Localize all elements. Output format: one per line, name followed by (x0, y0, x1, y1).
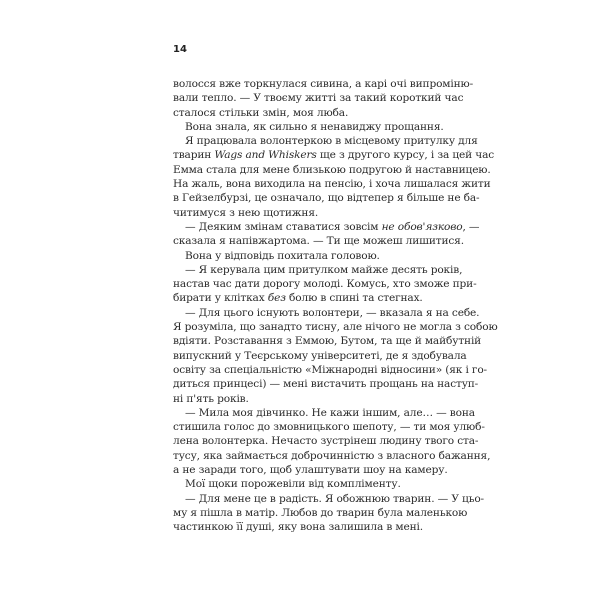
text-line (173, 291, 447, 305)
text-line: Я працювала волонтеркою в місцевому притулку для (185, 135, 478, 148)
text-line: Вона знала, як сильно я ненавиджу прощання. (185, 120, 444, 133)
text-line: частинкою її душі, яку вона залишила в мені. (173, 521, 423, 534)
text-line: — Для цього існують волонтери, — вказала я на себе. (185, 306, 480, 319)
text-line: тусу, яка займається доброчинністю з власного бажання, (173, 449, 491, 462)
italic-emphasis: Wags and Whiskers (214, 149, 317, 162)
text-line: настав час дати дорогу молоді. Комусь, хто зможе при- (173, 278, 477, 291)
text-line: волосся вже торкнулася сивина, а карі очі випроміню- (173, 78, 474, 90)
text-line: Вона у відповідь похитала головою. (185, 249, 380, 262)
text-line: ні п'ять років. (173, 392, 249, 405)
body-text (173, 77, 498, 535)
text-segment: болю в спині та стегнах. (285, 292, 423, 305)
text-line: — Мила моя дівчинко. Не кажи іншим, але… — вона (185, 406, 475, 419)
italic-emphasis: без (267, 292, 286, 305)
text-line: сказала я напівжартома. — Ти ще можеш лишитися. (173, 235, 464, 248)
text-line: а не заради того, щоб улаштувати шоу на камеру. (173, 464, 448, 477)
text-line: Я розуміла, що занадто тисну, але нічого не могла з собою (173, 321, 498, 334)
text-line: лена волонтерка. Нечасто зустрінеш людину твого ста- (173, 435, 479, 448)
text-line: в Гейзелбурзі, це означало, що відтепер я більше не ба- (173, 192, 480, 205)
text-segment: , — (462, 220, 480, 233)
text-segment: тварин (173, 149, 215, 162)
text-line: вдіяти. Розставання з Еммою, Бутом, та ще й майбутній (173, 335, 482, 348)
italic-emphasis: не обов'язково (381, 220, 463, 233)
text-line: — Я керувала цим притулком майже десять років, (185, 263, 463, 276)
text-line: му я пішла в матір. Любов до тварин була маленькою (173, 506, 468, 519)
text-line: стишила голос до змовницького шепоту, — ти моя улюб- (173, 421, 485, 434)
text-line: диться принцесі) — мені вистачить прощань на наступ- (173, 378, 479, 391)
text-line (173, 220, 480, 234)
text-line: сталося стільки змін, моя люба. (173, 106, 349, 119)
text-line: Емма стала для мене близькою подругою й наставницею. (173, 163, 491, 176)
text-segment: — Деяким змінам ставатися зовсім (185, 220, 382, 233)
text-line: читимуся з нею щотижня. (173, 206, 319, 219)
text-line: вали тепло. — У твоєму житті за такий короткий час (173, 92, 464, 105)
text-line: Мої щоки порожевіли від компліменту. (185, 478, 401, 491)
text-segment: ще з другого курсу, і за цей час (316, 149, 495, 162)
text-segment: бирати у клітках (173, 292, 268, 305)
text-line (173, 148, 495, 162)
text-line: випускний у Теєрському університеті, де я здобувала (173, 349, 467, 362)
text-line: освіту за спеціальністю «Міжнародні відносини» (як і го- (173, 363, 487, 376)
text-line: — Для мене це в радість. Я обожнюю тварин. — У цьо- (185, 492, 484, 505)
page-number: 14 (173, 44, 187, 55)
text-line: На жаль, вона виходила на пенсію, і хоча лишалася жити (173, 178, 491, 191)
